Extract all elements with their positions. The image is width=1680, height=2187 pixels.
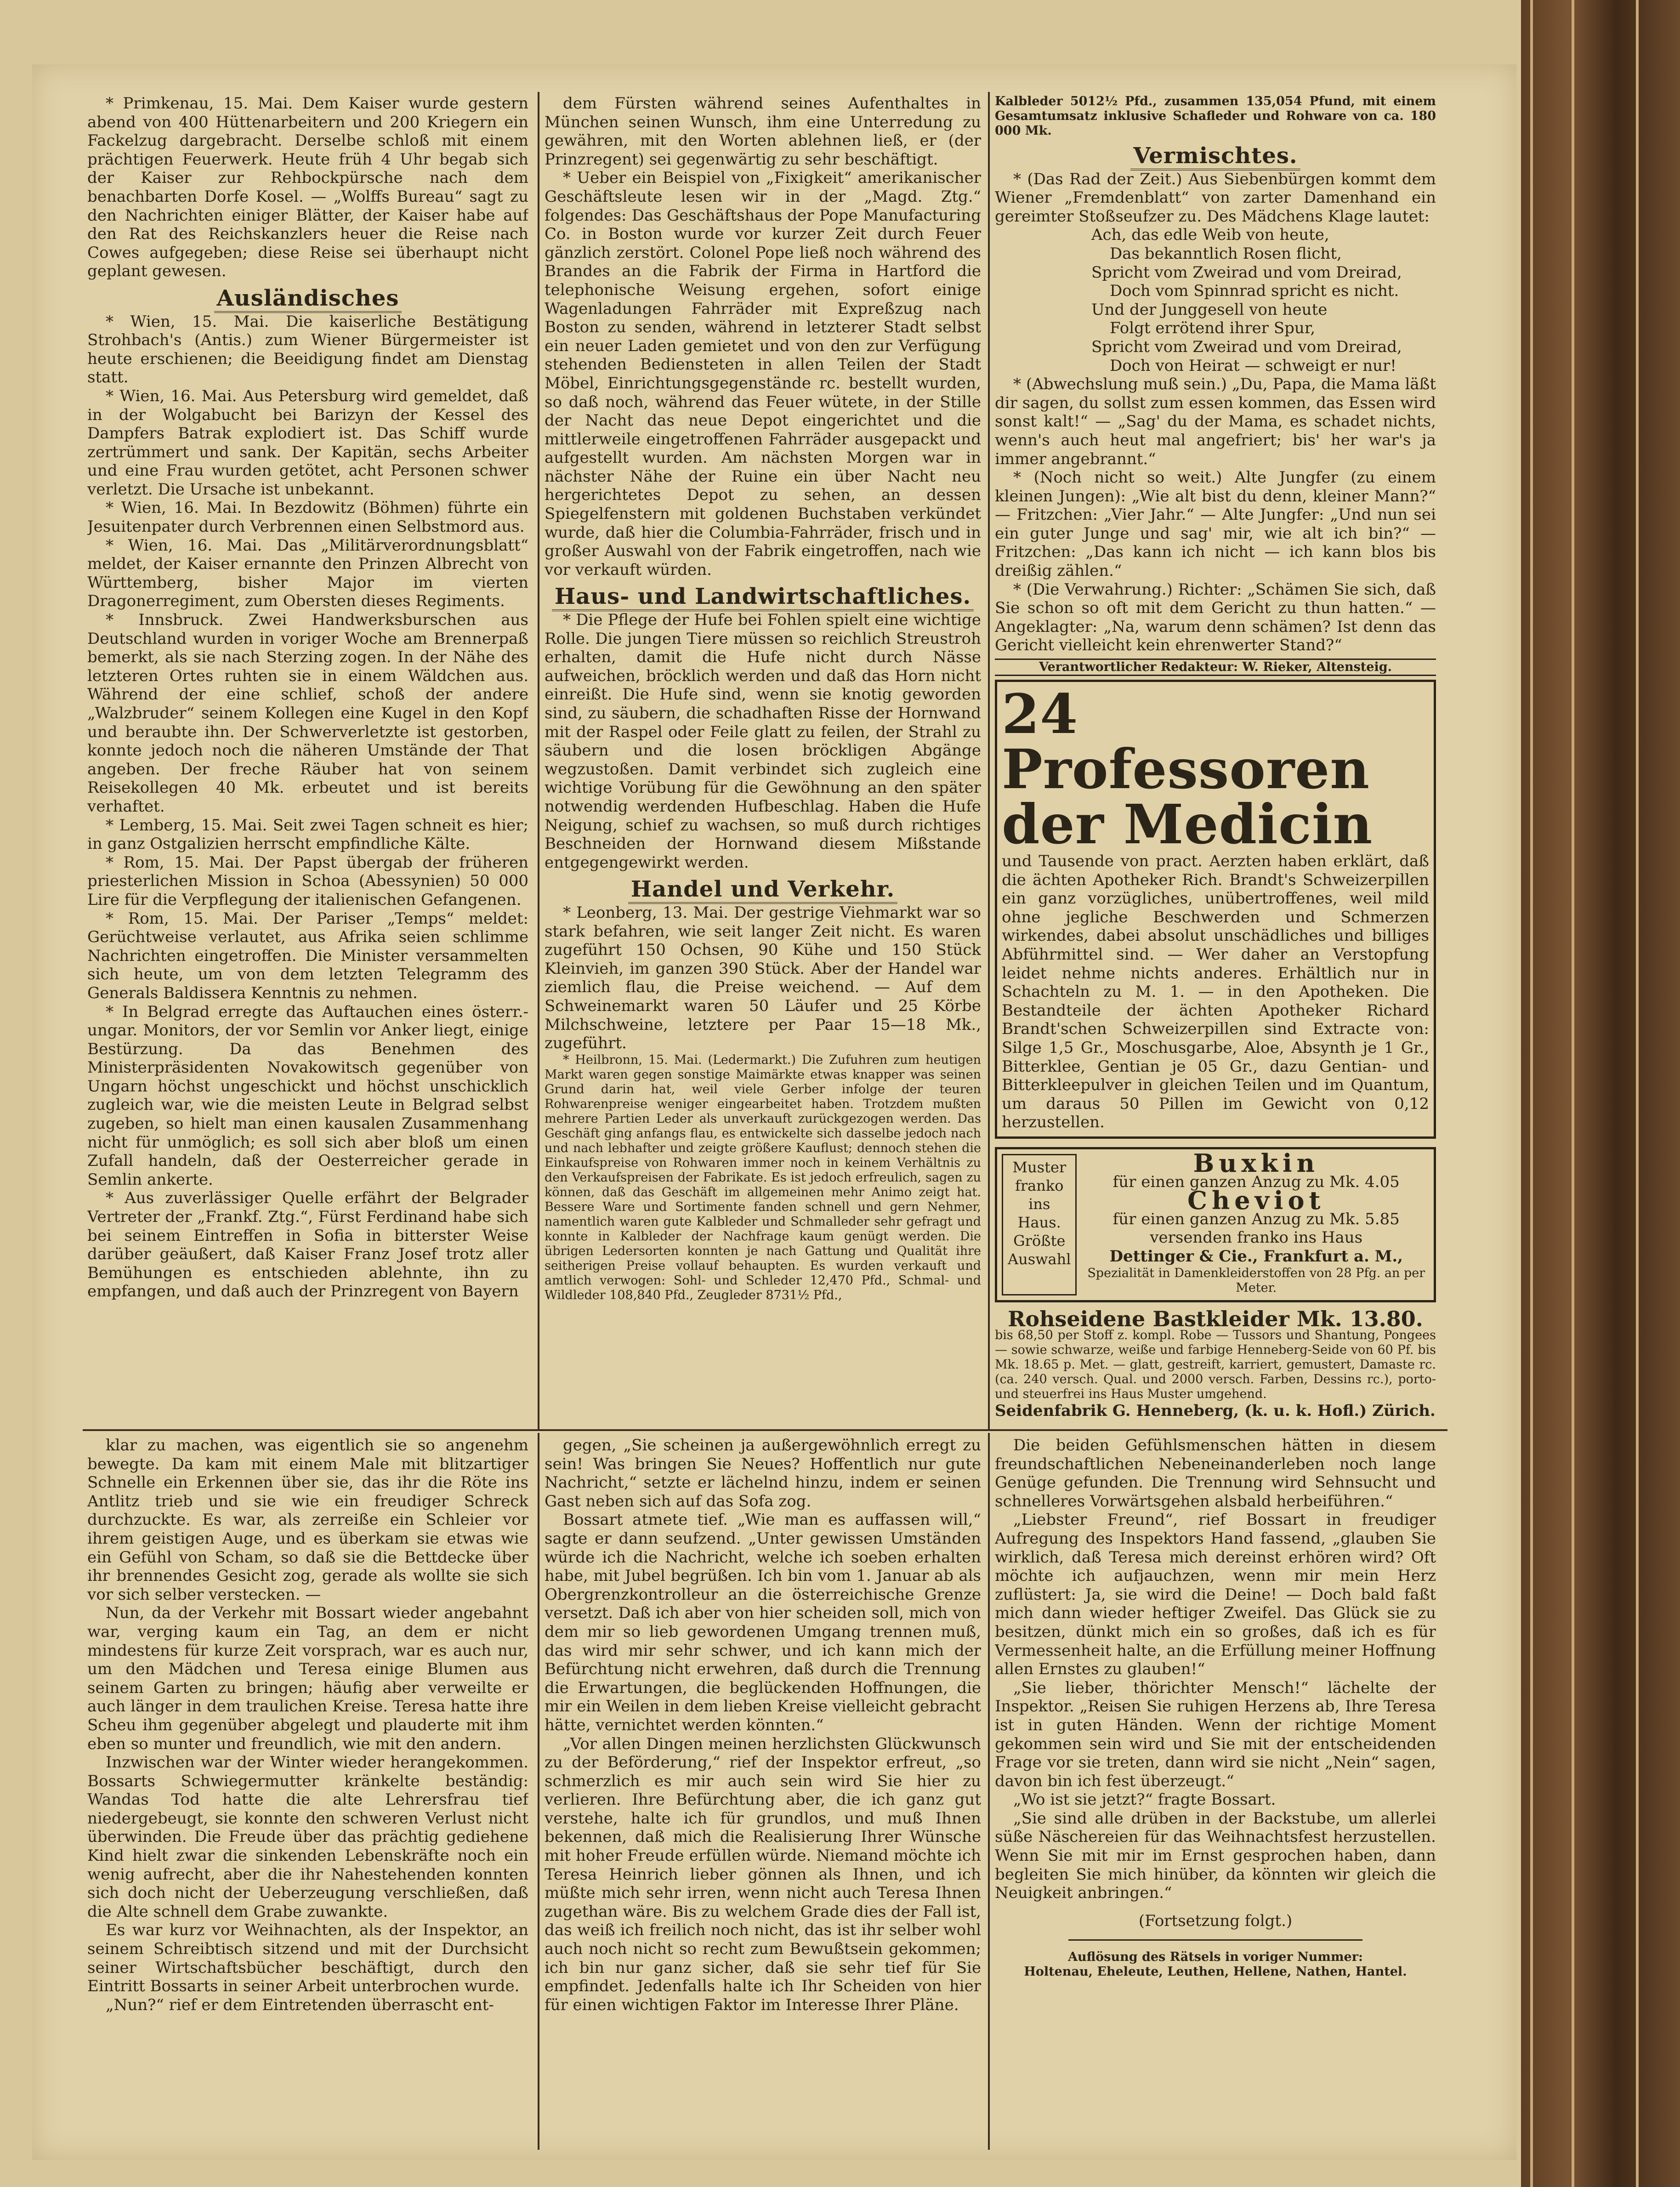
ad-side-line: Auswahl bbox=[1008, 1250, 1071, 1268]
section-heading: Handel und Verkehr. bbox=[545, 880, 981, 899]
section-heading: Haus- und Landwirtschaftliches. bbox=[545, 587, 981, 606]
upper-column-3 bbox=[995, 94, 1436, 1427]
paragraph: * Rom, 15. Mai. Der Pariser „Temps“ meldet: Gerüchtweise verlautet, aus Afrika seien schlimme Nachrichten eingetroffen. Die Minister versammelten sich heute, um von dem letzten Telegramm des Generals Baldissera Kenntnis zu nehmen. bbox=[87, 909, 528, 1002]
misc-item: * (Das Rad der Zeit.) Aus Siebenbürgen kommt dem Wiener „Fremdenblatt“ von zarter Damenhand ein gereimter Stoßseufzer zu. Des Mädchens Klage lautet: bbox=[995, 170, 1436, 226]
ad-side-box bbox=[1002, 1154, 1077, 1295]
ad-line: für einen ganzen Anzug zu Mk. 5.85 versenden franko ins Haus bbox=[1112, 1210, 1400, 1247]
ad-henneberg bbox=[995, 1306, 1436, 1420]
ad-buxkin bbox=[995, 1147, 1436, 1302]
news-block bbox=[995, 375, 1436, 655]
paragraph: * Wien, 16. Mai. Das „Militärverordnungsblatt“ meldet, der Kaiser ernannte den Prinzen Albrecht von Württemberg, bisher Major im vierten Dragonerregiment, zum Obersten dieses Regiments. bbox=[87, 536, 528, 611]
paragraph: * Rom, 15. Mai. Der Papst übergab der früheren priesterlichen Mission in Schoa (Abessynien) 50 000 Lire für die Verpflegung der italienischen Gefangenen. bbox=[87, 853, 528, 909]
lower-column-2 bbox=[545, 1436, 981, 2151]
ad-headline: Buxkin bbox=[1193, 1148, 1319, 1178]
news-block bbox=[87, 94, 528, 281]
column-rule bbox=[538, 92, 539, 1429]
market-report: * Heilbronn, 15. Mai. (Ledermarkt.) Die Zufuhren zum heutigen Markt waren gegen sonstige Maimärkte etwas knapper was seinen Grund darin hat, weil viele Gerber infolge der teuren Rohwarenpreise weniger eingearbeitet haben. Trotzdem mußten mehrere Partien Leder als unverkauft zurückgezogen werden. Das Geschäft ging anfangs flau, es entwickelte sich dasselbe jedoch nach und nach lebhafter und zeigte größere Kauflust; dennoch stehen die Einkaufspreise von Rohwaren immer noch in keinem Verhältnis zu den Verkaufspreisen der Fabrikate. Es ist jedoch erfreulich, sagen zu können, daß das Geschäft im allgemeinen mehr Animo zeigt hat. Bessere Ware und Sortimente fanden schnell und gern Nehmer, namentlich waren gute Kalbleder und Schmalleder sehr gefragt und konnte in Kalbleder der Nachfrage kaum genügt werden. Die übrigen Ledersorten konnten je nach Gattung und Qualität ihre seitherigen Preise vollauf behaupten. Es wurden verkauft und amtlich verwogen: Sohl- und Schleder 12,470 Pfd., Schmal- und Wildleder 108,840 Pfd., Zeugleder 8731½ Pfd., bbox=[545, 1052, 981, 1302]
ad-text: und Tausende von pract. Aerzten haben erklärt, daß die ächten Apotheker Rich. Brandt's Schweizerpillen ein ganz vorzügliches, unübertroffenes, weil mild ohne jegliche Beschwerden und Schmerzen wirkendes, dabei absolut unschädliches und billiges Abführmittel sind. — Wer daher an Verstopfung leidet nehme nichts anderes. Erhältlich nur in Schachteln zu M. 1. — in den Apotheken. Die Bestandteile der ächten Apotheker Richard Brandt'schen Schweizerpillen sind Extracte von: Silge 1,5 Gr., Moschusgarbe, Aloe, Absynth je 1 Gr., Bitterklee, Gentian je 05 Gr., dazu Gentian- und Bitterkleepulver in gleichen Teilen und im Quantum, um daraus 50 Pillen im Gewicht von 0,12 herzustellen. bbox=[1002, 852, 1429, 1132]
paragraph: * Wien, 15. Mai. Die kaiserliche Bestätigung Strohbach's (Antis.) zum Wiener Bürgermeister ist heute erschienen; die Beeidigung findet am Dienstag statt. bbox=[87, 312, 528, 387]
paragraph: Inzwischen war der Winter wieder herangekommen. Bossarts Schwiegermutter kränkelte beständig: Wandas Tod hatte die alte Lehrersfrau tief niedergebeugt, sie konnte den schweren Verlust nicht überwinden. Die Freude über das prächtig gediehene Kind hielt zwar die sinkenden Lebenskräfte noch ein wenig aufrecht, aber die ihr Nahestehenden konnten sich doch nicht der Ueberzeugung verschließen, daß die Alte schnell dem Grabe zuwankte. bbox=[87, 1753, 528, 1921]
paragraph: * Lemberg, 15. Mai. Seit zwei Tagen schneit es hier; in ganz Ostgalizien herrscht empfindliche Kälte. bbox=[87, 816, 528, 853]
paragraph: * (Noch nicht so weit.) Alte Jungfer (zu einem kleinen Jungen): „Wie alt bist du denn, kleiner Mann?“ — Fritzchen: „Vier Jahr.“ — Alte Jungfer: „Und nun sei ein guter Junge und sag' mir, wie alt ich bin?“ — Fritzchen: „Das kann ich nicht — ich kann blos bis dreißig zählen.“ bbox=[995, 468, 1436, 580]
ad-headline: Rohseidene Bastkleider Mk. 13.80. bbox=[1008, 1306, 1423, 1331]
news-block bbox=[545, 903, 981, 1053]
paragraph: * Leonberg, 13. Mai. Der gestrige Viehmarkt war so stark befahren, wie seit langer Zeit nicht. Es waren zugeführt 150 Ochsen, 90 Kühe und 150 Stück Kleinvieh, im ganzen 390 Stück. Aber der Handel war ziemlich flau, die Preise weichend. — Auf dem Schweinemarkt waren 50 Läufer und 25 Körbe Milchschweine, letztere per Paar 15—18 Mk., zugeführt. bbox=[545, 903, 981, 1053]
paragraph: „Sie lieber, thörichter Mensch!“ lächelte der Inspektor. „Reisen Sie ruhigen Herzens ab, Ihre Teresa ist in guten Händen. Wenn der richtige Moment gekommen sein wird und Sie mit der entscheidenden Frage vor sie treten, dann wird sie nicht „Nein“ sagen, davon bin ich fest überzeugt.“ bbox=[995, 1678, 1436, 1790]
binding-edge bbox=[1530, 0, 1533, 2187]
ad-body bbox=[1083, 1148, 1429, 1295]
ad-text: bis 68,50 per Stoff z. kompl. Robe — Tussors und Shantung, Pongees — sowie schwarze, weiße und farbige Henneberg-Seide von 60 Pf. bis Mk. 18.65 p. Met. — glatt, gestreift, karriert, gemustert, Damaste rc. (ca. 240 versch. Qual. und 2000 versch. Farben, Dessins rc.), porto- und steuerfrei ins Haus Muster umgehend. bbox=[995, 1328, 1436, 1402]
paragraph: „Wo ist sie jetzt?“ fragte Bossart. bbox=[1013, 1790, 1276, 1809]
ad-headline: 24 Professoren der Medicin bbox=[1002, 682, 1373, 857]
poem-line: Ach, das edle Weib von heute, bbox=[1091, 226, 1329, 244]
poem-line: Spricht vom Zweirad und vom Dreirad, bbox=[1091, 263, 1402, 282]
paragraph: klar zu machen, was eigentlich sie so angenehm bewegte. Da kam mit einem Male mit blitzartiger Schnelle ein Erkennen über sie, das ihr die Röte ins Antlitz trieb und sie wie ein freudiger Schreck durchzuckte. Es war, als zerreiße ein Schleier vor ihrem geistigen Auge, und es überkam sie etwas wie ein Gefühl von Scham, so daß sie die Bettdecke über ihr brennendes Gesicht zog, gerade als wollte sie sich vor sich selber verstecken. — bbox=[87, 1436, 528, 1604]
paragraph: Nun, da der Verkehr mit Bossart wieder angebahnt war, verging kaum ein Tag, an dem er nicht mindestens für kurze Zeit vorsprach, war es auch nur, um den Mädchen und Teresa einige Blumen aus seinem Garten zu bringen; häufig aber verweilte er auch länger in dem traulichen Kreise. Teresa hatte ihre Scheu ihm gegenüber abgelegt und plauderte mit ihm eben so munter und freundlich, wie mit den andern. bbox=[87, 1604, 528, 1753]
ad-side-line: franko bbox=[1015, 1176, 1064, 1194]
paragraph: * Primkenau, 15. Mai. Dem Kaiser wurde gestern abend von 400 Hüttenarbeitern und 200 Kriegern ein Fackelzug dargebracht. Derselbe schloß mit einem prächtigen Feuerwerk. Heute früh 4 Uhr begab sich der Kaiser zur Rehbockpürsche nach dem benachbarten Dorfe Kosel. — „Wolffs Bureau“ sagt zu den Nachrichten einiger Blätter, der Kaiser habe auf den Rat des Reichskanzlers heuer die Reise nach Cowes aufgegeben; diese Reise sei überhaupt nicht geplant gewesen. bbox=[87, 94, 528, 281]
story-text bbox=[87, 1436, 528, 2014]
column-rule bbox=[988, 92, 990, 1429]
ad-firm: Dettinger & Cie., Frankfurt a. M., bbox=[1109, 1247, 1403, 1266]
ad-side-line: Muster bbox=[1012, 1158, 1067, 1176]
binding-edge bbox=[1572, 0, 1574, 2187]
ad-line: Spezialität in Damenkleiderstoffen von 28 Pfg. an per Meter. bbox=[1087, 1266, 1425, 1295]
paragraph: gegen, „Sie scheinen ja außergewöhnlich erregt zu sein! Was bringen Sie Neues? Hoffentlich nur gute Nachricht,“ setzte er lächelnd hinzu, indem er seinen Gast neben sich auf das Sofa zog. bbox=[545, 1436, 981, 1511]
paragraph: „Vor allen Dingen meinen herzlichsten Glückwunsch zu der Beförderung,“ rief der Inspektor erfreut, „so schmerzlich es mir auch sein wird Sie hier zu verlieren. Ihre Befürchtung aber, die ich ganz gut verstehe, halte ich für grundlos, und muß Ihnen bekennen, daß mich die Realisierung Ihrer Wünsche mit hoher Freude erfüllen würde. Niemand möchte ich Teresa Heinrich lieber gönnen als Ihnen, und ich müßte mich sehr irren, wenn nicht auch Teresa Ihnen zugethan wäre. Bis zu welchem Grade dies der Fall ist, das weiß ich freilich noch nicht, das ist ihr selber wohl auch noch nicht so recht zum Bewußtsein gekommen; ich bin nur ganz sicher, daß sie sehr tief für Sie empfindet. Jedenfalls halte ich Ihr Scheiden von hier für einen wichtigen Faktor im Interesse Ihrer Pläne. bbox=[545, 1734, 981, 2014]
book-binding bbox=[1521, 0, 1680, 2187]
ad-side-line: Größte bbox=[1013, 1232, 1066, 1250]
paragraph: * (Abwechslung muß sein.) „Du, Papa, die Mama läßt dir sagen, du sollst zum essen kommen, das Essen wird sonst kalt!“ — „Sag' du der Mama, es schadet nichts, wenn's auch heut mal angefriert; bis' her war's ja immer angebrannt.“ bbox=[995, 375, 1436, 468]
ad-headline: Cheviot bbox=[1187, 1186, 1325, 1216]
news-block bbox=[545, 94, 981, 579]
news-block bbox=[545, 611, 981, 872]
upper-column-1 bbox=[87, 94, 528, 1427]
paragraph: * Aus zuverlässiger Quelle erfährt der Belgrader Vertreter der „Frankf. Ztg.“, Fürst Ferdinand habe sich bei seinem Eintreffen in Sofia in bitterster Weise darüber geäußert, daß Kaiser Franz Josef trotz aller Bemühungen es entschieden ablehnte, ihn zu empfangen, und daß auch der Prinzregent von Bayern bbox=[87, 1189, 528, 1301]
paragraph: Es war kurz vor Weihnachten, als der Inspektor, an seinem Schreibtisch sitzend und mit der Durchsicht seiner Wirtschaftsbücher beschäftigt, durch den Eintritt Bossarts in seiner Arbeit unterbrochen wurde. bbox=[87, 1921, 528, 1996]
puzzle-solution: Holtenau, Eheleute, Leuthen, Hellene, Nathen, Hantel. bbox=[1024, 1965, 1407, 1979]
news-block bbox=[87, 312, 528, 1301]
binding-edge bbox=[1636, 0, 1639, 2187]
column-rule bbox=[988, 1433, 990, 2150]
ad-firm: Seidenfabrik G. Henneberg, (k. u. k. Hofl.) Zürich. bbox=[995, 1402, 1436, 1420]
story-text bbox=[995, 1436, 1436, 1903]
lower-column-3 bbox=[995, 1436, 1436, 2151]
paragraph: „Nun?“ rief er dem Eintretenden überrascht ent- bbox=[106, 1995, 494, 2014]
paragraph: * Wien, 16. Mai. Aus Petersburg wird gemeldet, daß in der Wolgabucht bei Barizyn der Kessel des Dampfers Batrak explodiert ist. Das Schiff wurde zertrümmert und sank. Der Kapitän, sechs Arbeiter und eine Frau wurden getötet, acht Personen schwer verletzt. Die Ursache ist unbekannt. bbox=[87, 386, 528, 499]
story-text bbox=[545, 1436, 981, 2014]
continuation-note: (Fortsetzung folgt.) bbox=[1138, 1911, 1293, 1930]
ad-side-line: ins bbox=[1028, 1195, 1050, 1213]
paragraph: * Die Pflege der Hufe bei Fohlen spielt eine wichtige Rolle. Die jungen Tiere müssen so reichlich Streustroh erhalten, damit die Hufe nicht durch Nässe aufweichen, bröcklich werden und daß das Horn nicht einreißt. Die Hufe sind, wenn sie knotig geworden sind, zu säubern, die schadhaften Risse der Hornwand mit der Raspel oder Feile glatt zu feilen, der Strahl zu säubern und die losen bröckligen Abgänge wegzustoßen. Damit verbindet sich zugleich eine wichtige Vorübung für die Gewöhnung an den später notwendig werdenden Hufbeschlag. Haben die Hufe Neigung, schief zu wachsen, so muß durch richtiges Beschneiden der Hornwand diesem Mißstande entgegengewirkt werden. bbox=[545, 611, 981, 872]
poem-line: Folgt errötend ihrer Spur, bbox=[1110, 319, 1316, 338]
poem-line: Doch vom Spinnrad spricht es nicht. bbox=[1110, 282, 1399, 301]
column-rule bbox=[538, 1433, 539, 2150]
paragraph: „Sie sind alle drüben in der Backstube, um allerlei süße Näschereien für das Weihnachtsfest herzustellen. Wenn Sie mit mir im Ernst gesprochen haben, dann begleiten Sie mich hinüber, da könnten wir gleich die Neuigkeit anbringen.“ bbox=[995, 1809, 1436, 1903]
lower-column-1 bbox=[87, 1436, 528, 2151]
section-rule bbox=[83, 1429, 1447, 1431]
poem-line: Und der Junggesell von heute bbox=[1091, 300, 1328, 319]
paragraph: * Ueber ein Beispiel von „Fixigkeit“ amerikanischer Geschäftsleute lesen wir in der „Magd. Ztg.“ folgendes: Das Geschäftshaus der Pope Manufacturing Co. in Boston wurde vor kurzer Zeit durch Feuer gänzlich zerstört. Colonel Pope ließ noch während des Brandes an die Fabrik der Firma in Hartford die telephonische Weisung ergehen, sofort einige Wagenladungen Fahrräder mit Expreßzug nach Boston zu senden, während in letzterer Stadt selbst ein neuer Laden gemietet und von den zur Verfügung stehenden Bediensteten in allen Teilen der Stadt Möbel, Einrichtungsgegenstände rc. bestellt wurden, so daß noch, während das Feuer wütete, in der Stille der Nacht das neue Depot eingerichtet und die mittlerweile eingetroffenen Fahrräder ausgepackt und aufgestellt wurden. Am nächsten Morgen war in nächster Nähe der Ruine ein über Nacht neu hergerichtetes Depot zu sehen, an dessen Spiegelfenstern mit goldenen Buchstaben verkündet wurde, daß hier die Columbia-Fahrräder, frisch und in großer Auswahl von der Fabrik eingetroffen, nach wie vor verkauft würden. bbox=[545, 169, 981, 579]
editor-line: Verantwortlicher Redakteur: W. Rieker, Altensteig. bbox=[995, 659, 1436, 676]
paragraph: * (Die Verwahrung.) Richter: „Schämen Sie sich, daß Sie schon so oft mit dem Gericht zu thun hatten.“ — Angeklagter: „Na, warum denn schämen? Ist denn das Gericht vielleicht kein ehrenwerter Stand?“ bbox=[995, 580, 1436, 655]
section-heading: Vermischtes. bbox=[995, 147, 1436, 165]
section-heading: Ausländisches bbox=[87, 289, 528, 308]
ad-side-line: Haus. bbox=[1017, 1213, 1061, 1231]
paragraph: Die beiden Gefühlsmenschen hätten in diesem freundschaftlichen Nebeneinanderleben noch lange Genüge gefunden. Die Trennung wird Sehnsucht und schnelleres Vorwärtsgehen alsbald herbeiführen.“ bbox=[995, 1436, 1436, 1511]
puzzle-title: Auflösung des Rätsels in voriger Nummer: bbox=[1068, 1950, 1363, 1965]
ad-brandt-pills bbox=[995, 680, 1436, 1139]
paragraph: * Innsbruck. Zwei Handwerksburschen aus Deutschland wurden in voriger Woche am Brennerpaß bemerkt, als sie nach Sterzing zogen. In der Nähe des letzteren Ortes ruhten sie in einem Wäldchen aus. Während der eine schlief, schoß der andere „Walzbruder“ seinem Kollegen eine Kugel in den Kopf und beraubte ihn. Der Schwerverletzte ist gestorben, konnte jedoch noch die näheren Umstände der That angeben. Der freche Räuber hat von seinem Reisekollegen 40 Mk. erbeutet und ist bereits verhaftet. bbox=[87, 611, 528, 816]
paragraph: * Wien, 16. Mai. In Bezdowitz (Böhmen) führte ein Jesuitenpater durch Verbrennen einen Selbstmord aus. bbox=[87, 499, 528, 536]
poem bbox=[995, 226, 1436, 375]
paragraph: Bossart atmete tief. „Wie man es auffassen will,“ sagte er dann seufzend. „Unter gewissen Umständen würde ich die Nachricht, welche ich soeben erhalten habe, mit Jubel begrüßen. Ich bin vom 1. Januar ab als Obergrenzkontrolleur an die österreichische Grenze versetzt. Daß ich aber von hier scheiden soll, mich von dem mir so lieb gewordenen Umgang trennen muß, das wird mir sehr schwer, und ich kann mich der Befürchtung nicht erwehren, daß durch die Trennung die Erwartungen, die beglückenden Hoffnungen, die mir ein Weilen in dem lieben Kreise vielleicht gebracht hätte, vernichtet werden könnten.“ bbox=[545, 1511, 981, 1734]
paragraph: „Liebster Freund“, rief Bossart in freudiger Aufregung des Inspektors Hand fassend, „glauben Sie wirklich, daß Teresa mich dereinst erhören wird? Oft möchte ich aufjauchzen, wenn mir mein Herz zuflüstert: Ja, sie wird die Deine! — Doch bald faßt mich dann wieder heftiger Zweifel. Das Glück sie zu besitzen, dünkt mich ein so großes, daß ich es für Vermessenheit halte, an die Erfüllung meiner Hoffnung allen Ernstes zu glauben!“ bbox=[995, 1511, 1436, 1679]
paragraph: dem Fürsten während seines Aufenthaltes in München seinen Wunsch, ihm eine Unterredung zu gewähren, mit den Worten ablehnen ließ, er (der Prinzregent) sei gegenwärtig zu sehr beschäftigt. bbox=[545, 94, 981, 169]
poem-line: Das bekanntlich Rosen flicht, bbox=[1110, 244, 1342, 263]
ad-line: für einen ganzen Anzug zu Mk. 4.05 bbox=[1112, 1172, 1400, 1191]
upper-column-2 bbox=[545, 94, 981, 1427]
paragraph: * In Belgrad erregte das Auftauchen eines österr.-ungar. Monitors, der vor Semlin vor Anker liegt, einige Bestürzung. Da das Benehmen des Ministerpräsidenten Novakowitsch gegenüber von Ungarn höchst ungeschickt und höchst unschicklich zugleich war, wie die meisten Leute in Belgrad selbst zugeben, so hielt man einen kausalen Zusammenhang nicht für unmöglich; es soll sich aber bloß um einen Zufall handeln, daß der Oesterreicher gerade in Semlin ankerte. bbox=[87, 1002, 528, 1189]
poem-line: Spricht vom Zweirad und vom Dreirad, bbox=[1091, 337, 1402, 356]
poem-line: Doch von Heirat — schweigt er nur! bbox=[1110, 356, 1396, 375]
market-report-end: Kalbleder 5012½ Pfd., zusammen 135,054 Pfund, mit einem Gesamtumsatz inklusive Schafleder und Rohware von ca. 180 000 Mk. bbox=[995, 94, 1436, 138]
